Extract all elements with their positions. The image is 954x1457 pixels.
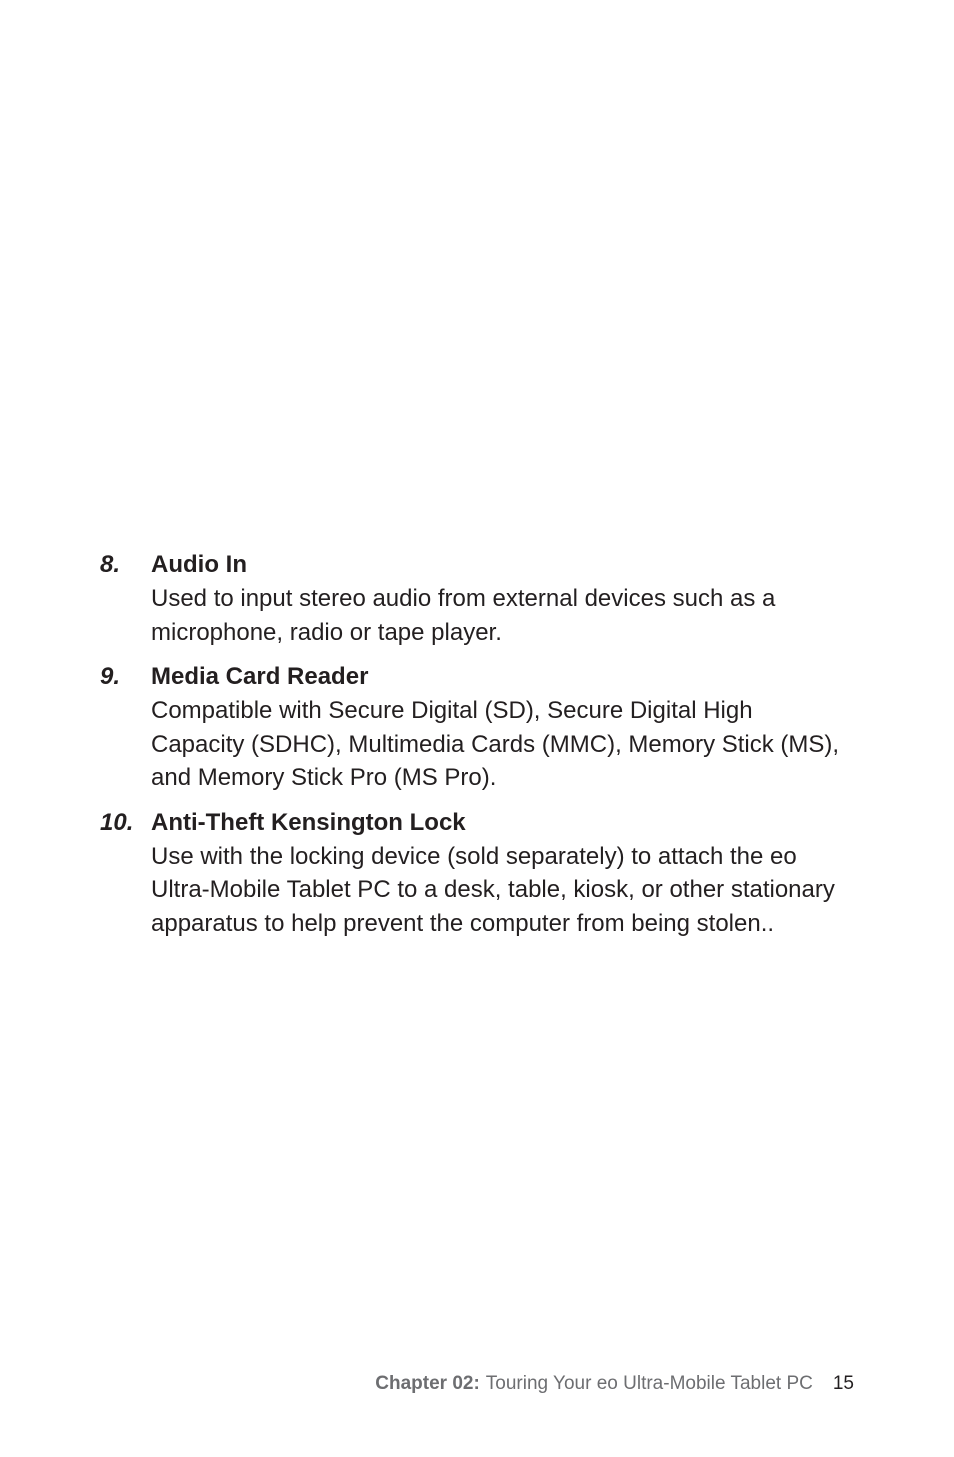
page-footer <box>375 1370 854 1398</box>
list-item <box>100 548 840 649</box>
item-number: 9. <box>100 663 121 690</box>
item-number: 10. <box>100 808 134 836</box>
item-description: Compatible with Secure Digital (SD), Secure Digital High Capacity (SDHC), Multimedia Cards (MMC), Memory Stick (MS), and Memory Stick Pro (MS Pro). <box>151 697 840 791</box>
item-title: Audio In <box>151 551 247 578</box>
page-number: 15 <box>832 1373 854 1394</box>
item-number: 8. <box>100 551 121 578</box>
footer-chapter-title: Touring Your eo Ultra-Mobile Tablet PC <box>485 1373 813 1394</box>
item-title: Media Card Reader <box>151 663 369 690</box>
item-title: Anti-Theft Kensington Lock <box>151 808 466 836</box>
item-description: Use with the locking device (sold separately) to attach the eo Ultra-Mobile Tablet PC to a desk, table, kiosk, or other stationary apparatus to help prevent the computer from being stolen.. <box>151 842 835 937</box>
item-description: Used to input stereo audio from external devices such as a microphone, radio or tape player. <box>151 585 776 646</box>
list-item <box>100 660 840 795</box>
footer-chapter-label: Chapter 02: <box>375 1373 480 1394</box>
list-item <box>100 806 840 941</box>
feature-list <box>100 548 840 951</box>
